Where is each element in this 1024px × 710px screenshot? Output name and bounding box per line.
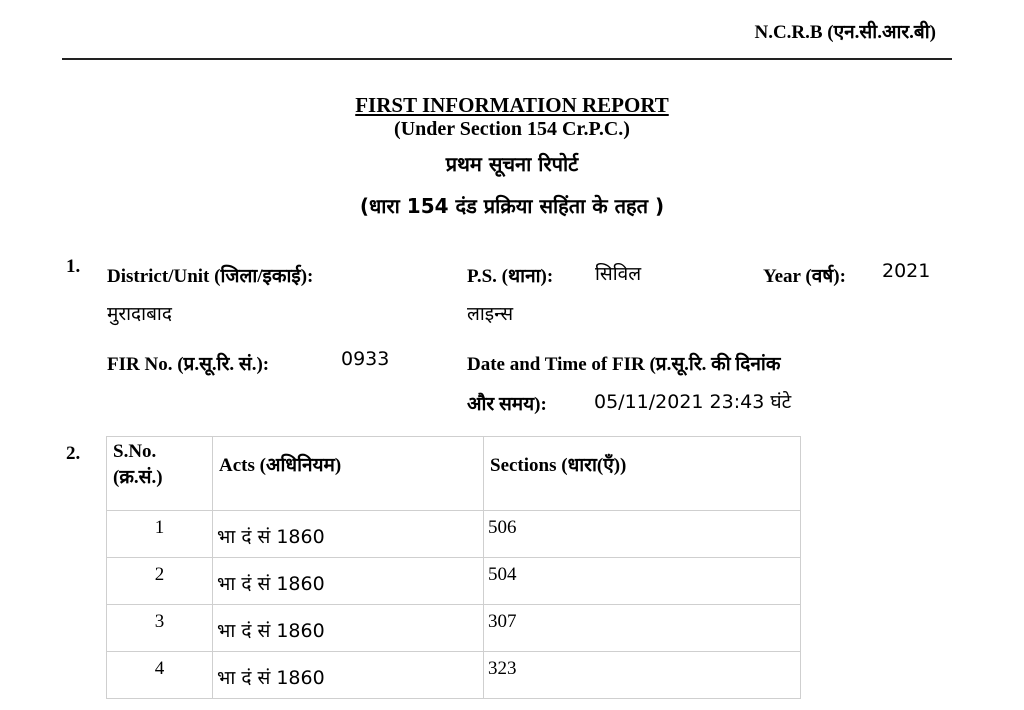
sections-header: Sections (धारा(एँ)) <box>484 437 801 511</box>
section-cell: 504 <box>484 558 801 605</box>
fir-datetime-value: 05/11/2021 23:43 घंटे <box>594 391 792 413</box>
section-cell: 506 <box>484 511 801 558</box>
sno-header <box>107 437 213 511</box>
section-cell: 307 <box>484 605 801 652</box>
ps-value-line1: सिविल <box>595 263 642 285</box>
table-row <box>107 652 801 699</box>
agency-header: N.C.R.B (एन.सी.आर.बी) <box>754 22 936 43</box>
fir-datetime-label-line1: Date and Time of FIR (प्र.सू.रि. की दिनांक <box>467 354 781 375</box>
report-subtitle: (Under Section 154 Cr.P.C.) <box>394 118 630 140</box>
acts-header: Acts (अधिनियम) <box>213 437 484 511</box>
district-value: मुरादाबाद <box>107 303 172 325</box>
acts-sections-table <box>106 436 801 699</box>
section-cell: 323 <box>484 652 801 699</box>
sno-header-line1: S.No. <box>113 441 157 462</box>
sno-cell: 1 <box>107 511 213 558</box>
sno-cell: 2 <box>107 558 213 605</box>
sno-cell: 3 <box>107 605 213 652</box>
fir-number-label: FIR No. (प्र.सू.रि. सं.): <box>107 354 270 375</box>
district-label: District/Unit (जिला/इकाई): <box>107 266 314 287</box>
report-title-hindi: प्रथम सूचना रिपोर्ट <box>445 152 579 176</box>
fir-number-value: 0933 <box>341 348 390 370</box>
act-cell: भा दं सं 1860 <box>213 511 484 558</box>
ps-value-line2: लाइन्स <box>467 303 514 325</box>
act-cell: भा दं सं 1860 <box>213 652 484 699</box>
year-value: 2021 <box>882 260 931 282</box>
act-cell: भा दं सं 1860 <box>213 558 484 605</box>
year-label: Year (वर्ष): <box>763 266 846 287</box>
report-title: FIRST INFORMATION REPORT <box>355 93 669 117</box>
report-subtitle-hindi: (धारा 154 दंड प्रक्रिया सहिंता के तहत ) <box>359 194 665 218</box>
header-divider <box>62 58 952 60</box>
table-row <box>107 511 801 558</box>
ps-label: P.S. (थाना): <box>467 266 554 287</box>
act-cell: भा दं सं 1860 <box>213 605 484 652</box>
section-2-number: 2. <box>66 443 81 464</box>
fir-datetime-label-line2: और समय): <box>467 394 547 415</box>
table-row <box>107 558 801 605</box>
table-header-row <box>107 437 801 511</box>
sno-cell: 4 <box>107 652 213 699</box>
section-1-number: 1. <box>66 256 81 277</box>
table-row <box>107 605 801 652</box>
sno-header-line2: (क्र.सं.) <box>113 467 163 488</box>
